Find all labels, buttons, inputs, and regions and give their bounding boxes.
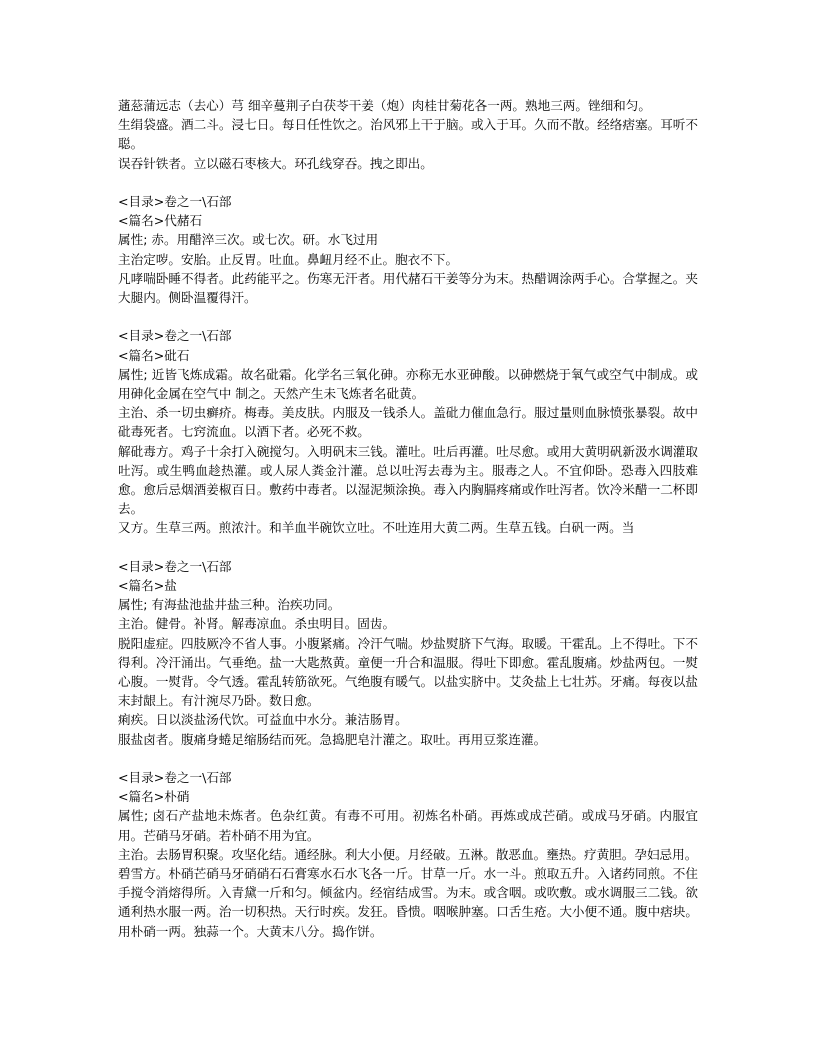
paragraph: 又方。生草三两。煎浓汁。和羊血半碗饮立吐。不吐连用大黄二两。生草五钱。白矾一两。当 <box>118 520 635 536</box>
paragraph: 属性; 赤。用醋淬三次。或七次。研。水飞过用 <box>118 232 379 248</box>
paragraph: 碧雪方。朴硝芒硝马牙硝硝石石膏寒水石水飞各一斤。甘草一斤。水一斗。煎取五升。入诸药同煎。不住手搅令消熔得所。入青黛一斤和匀。倾盆内。经宿结成雪。为末。或含咽。或吹敷。或水调服三二钱。欲通利热水服一两。治一切积热。天行时疾。发狂。昏愦。咽喉肿塞。口舌生疮。大小便不通。腹中痞块。用朴硝一两。独蒜一个。大黄末八分。捣作饼。 <box>118 866 698 939</box>
paragraph: 脱阳虚症。四肢厥冷不省人事。小腹紧痛。冷汗气喘。炒盐熨脐下气海。取暖。干霍乱。上不得吐。下不得利。冷汗涌出。气垂绝。盐一大匙熬黄。童便一升合和温服。得吐下即愈。霍乱腹痛。炒盐两包。一熨心腹。一熨背。令气透。霍乱转筋欲死。气绝腹有暖气。以盐实脐中。艾灸盐上七壮苏。牙痛。每夜以盐末封龈上。有汁涴尽乃卧。数日愈。 <box>118 635 698 709</box>
paragraph: 属性; 有海盐池盐井盐三种。治疾功同。 <box>118 597 341 613</box>
paragraph: 蓪䓗蒲远志（去心）芎 细辛蔓荆子白茯苓干姜（炮）肉桂甘菊花各一两。熟地三两。锉细和匀。 <box>118 98 651 113</box>
paragraph: 主治、杀一切虫癣疥。梅毒。美皮肤。内服及一钱杀人。盖砒力催血急行。服过量则血脉愤张暴裂。故中砒毒死者。七窍流血。以酒下者。必死不救。 <box>118 405 698 440</box>
toc-reference: <目录>卷之一\石部 <box>118 328 232 344</box>
paragraph: 服盐卤者。腹痛身蜷足缩肠结而死。急捣肥皂汁灌之。取吐。再用豆浆连灌。 <box>118 731 547 747</box>
paragraph: 痢疾。日以淡盐汤代饮。可益血中水分。兼洁肠胃。 <box>118 712 408 728</box>
paragraph: 主治。去肠胃积聚。攻坚化结。通经脉。利大小便。月经破。五淋。散恶血。壅热。疗黄胆。孕妇忌用。 <box>118 846 698 862</box>
paragraph: 属性; 卤石产盐地未炼者。色杂红黄。有毒不可用。初炼名朴硝。再炼或成芒硝。或成马牙硝。内服宜用。芒硝马牙硝。若朴硝不用为宜。 <box>118 808 698 843</box>
section-title: <篇名>朴硝 <box>118 789 190 805</box>
paragraph: 凡哮喘卧睡不得者。此药能平之。伤寒无汗者。用代赭石干姜等分为末。热醋调涂两手心。合掌握之。夹大腿内。侧卧温覆得汗。 <box>118 270 698 306</box>
section-title: <篇名>砒石 <box>118 347 190 363</box>
section-title: <篇名>盐 <box>118 578 177 594</box>
paragraph: 主治。健骨。补肾。解毒凉血。杀虫明目。固齿。 <box>118 616 396 632</box>
section-title: <篇名>代赭石 <box>118 213 203 229</box>
paragraph: 生绢袋盛。酒二斗。浸七日。每日任性饮之。治风邪上干于脑。或入于耳。久而不散。经络痞塞。耳听不聪。 <box>118 117 698 152</box>
paragraph: 误吞针铁者。立以磁石枣核大。环孔线穿吞。拽之即出。 <box>118 155 433 171</box>
document-body <box>118 96 698 941</box>
toc-reference: <目录>卷之一\石部 <box>118 194 232 209</box>
paragraph: 解砒毒方。鸡子十余打入碗搅匀。入明矾末三钱。灌吐。吐后再灌。吐尽愈。或用大黄明矾新汲水调灌取吐泻。或生鸭血趁热灌。或人尿人粪金汁灌。总以吐泻去毒为主。服毒之人。不宜仰卧。恐毒入四肢难愈。愈后忌烟酒姜椒百日。敷药中毒者。以湿泥频涂换。毒入内胸膈疼痛或作吐泻者。饮冷米醋一二杯即去。 <box>118 443 698 517</box>
paragraph: 属性; 近皆飞炼成霜。故名砒霜。化学名三氧化砷。亦称无水亚砷酸。以砷燃烧于氧气或空气中制成。或用砷化金属在空气中 制之。天然产生未飞炼者名砒黄。 <box>118 366 698 402</box>
toc-reference: <目录>卷之一\石部 <box>118 558 232 574</box>
toc-reference: <目录>卷之一\石部 <box>118 770 232 786</box>
paragraph: 主治定哕。安胎。止反胃。吐血。鼻衄月经不止。胞衣不下。 <box>118 251 459 267</box>
blank-line <box>118 749 698 768</box>
blank-line <box>118 173 698 192</box>
blank-line <box>118 538 698 557</box>
blank-line <box>118 307 698 326</box>
